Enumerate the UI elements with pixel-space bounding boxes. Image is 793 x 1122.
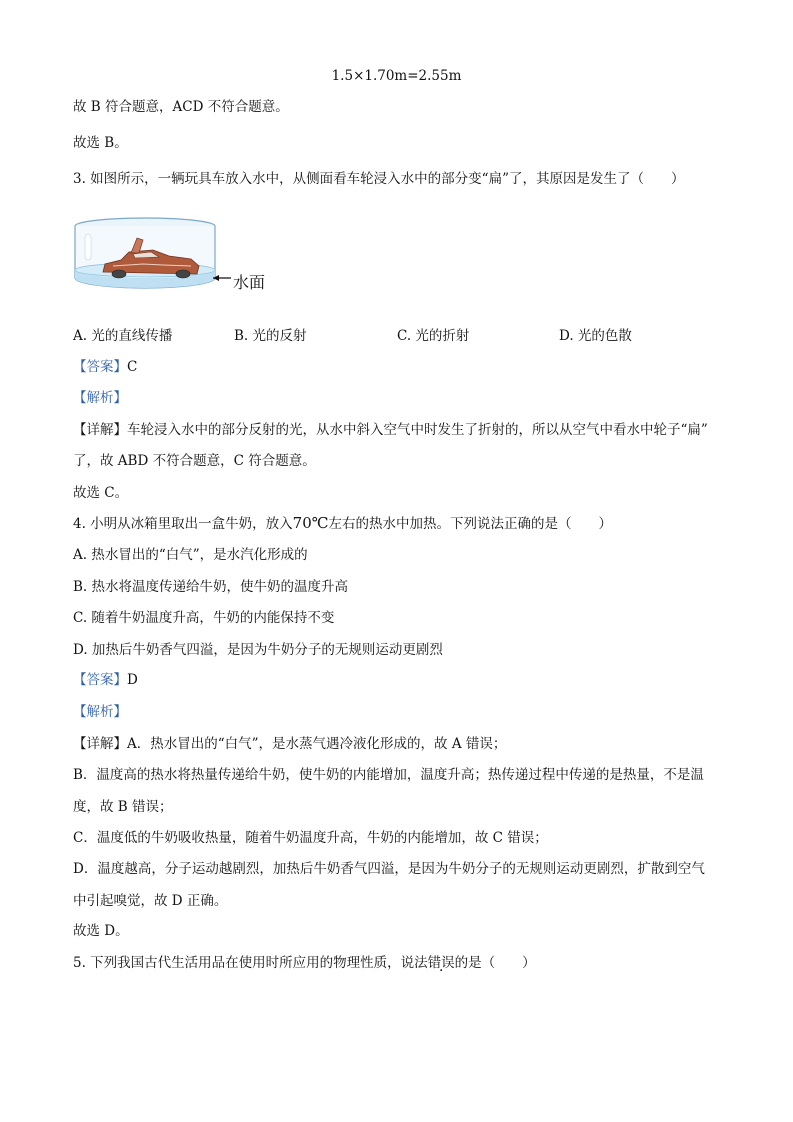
q3-detail-line-2: 了，故 ABD 不符合题意，C 符合题意。 <box>73 453 316 469</box>
q5-stem-part-2: 的是（ ） <box>454 955 536 971</box>
q3-figure <box>73 212 293 298</box>
q4-detail-c: C．温度低的牛奶吸收热量，随着牛奶温度升高，牛奶的内能增加，故 C 错误； <box>73 830 548 846</box>
q3-analysis <box>73 389 127 407</box>
q3-option-b: B. 光的反射 <box>234 328 307 344</box>
q3-option-d: D. 光的色散 <box>559 328 632 344</box>
q3-detail-line-1 <box>73 421 708 439</box>
q4-stem <box>73 514 612 533</box>
q4-detail-d2: 中引起嗅觉，故 D 正确。 <box>73 893 228 909</box>
q4-option-d: D. 加热后牛奶香气四溢，是因为牛奶分子的无规则运动更剧烈 <box>73 642 443 658</box>
formula-line: 1.5×1.70m=2.55m <box>331 68 462 84</box>
detail-tag: 【详解】 <box>73 422 127 438</box>
answer-value: D <box>127 672 138 688</box>
answer-value: C <box>127 359 138 375</box>
q3-conclusion: 故选 C。 <box>73 485 129 501</box>
water-surface-label: 水面 <box>233 273 266 292</box>
q4-conclusion: 故选 D。 <box>73 923 129 939</box>
q4-option-b: B. 热水将温度传递给牛奶，使牛奶的温度升高 <box>73 579 349 595</box>
q4-detail-b1: B．温度高的热水将热量传递给牛奶，使牛奶的内能增加，温度升高；热传递过程中传递的是热量，不是温 <box>73 767 704 783</box>
q4-answer <box>73 671 138 689</box>
choice-conclusion: 故选 B。 <box>73 135 128 151</box>
q3-option-c: C. 光的折射 <box>397 328 470 344</box>
q5-stem-part-1: 5. 下列我国古代生活用品在使用时所应用的物理性质，说法 <box>73 955 428 971</box>
q4-option-a: A. 热水冒出的“白气”，是水汽化形成的 <box>73 547 308 563</box>
q4-stem-part-2: 左右的热水中加热。下列说法正确的是（ ） <box>328 516 613 532</box>
detail-text: A．热水冒出的“白气”，是水蒸气遇冷液化形成的，故 A 错误； <box>127 736 507 752</box>
q5-stem <box>73 954 536 972</box>
q3-option-a: A. 光的直线传播 <box>73 328 173 344</box>
answer-tag: 【答案】 <box>73 672 127 688</box>
q4-temperature: 70℃ <box>292 514 329 532</box>
answer-tag: 【答案】 <box>73 359 127 375</box>
q4-stem-part-1: 4. 小明从冰箱里取出一盒牛奶，放入 <box>73 516 293 532</box>
q5-emphasis: 错误 <box>427 955 455 971</box>
analysis-tag: 【解析】 <box>73 390 127 406</box>
q4-detail-a <box>73 735 506 753</box>
q4-option-c: C. 随着牛奶温度升高，牛奶的内能保持不变 <box>73 610 335 626</box>
q3-stem: 3. 如图所示，一辆玩具车放入水中，从侧面看车轮浸入水中的部分变“扁”了，其原因是发生了（ ） <box>73 171 685 187</box>
q3-answer <box>73 358 137 376</box>
analysis-tag: 【解析】 <box>73 704 127 720</box>
conclusion-text: 故 B 符合题意，ACD 不符合题意。 <box>73 99 289 115</box>
detail-text: 车轮浸入水中的部分反射的光，从水中斜入空气中时发生了折射的，所以从空气中看水中轮子“扁” <box>127 422 708 438</box>
q4-detail-b2: 度，故 B 错误； <box>73 799 173 815</box>
q4-analysis <box>73 703 127 721</box>
q4-detail-d1: D．温度越高，分子运动越剧烈，加热后牛奶香气四溢，是因为牛奶分子的无规则运动更剧烈，扩散到空气 <box>73 861 705 877</box>
detail-tag: 【详解】 <box>73 736 127 752</box>
